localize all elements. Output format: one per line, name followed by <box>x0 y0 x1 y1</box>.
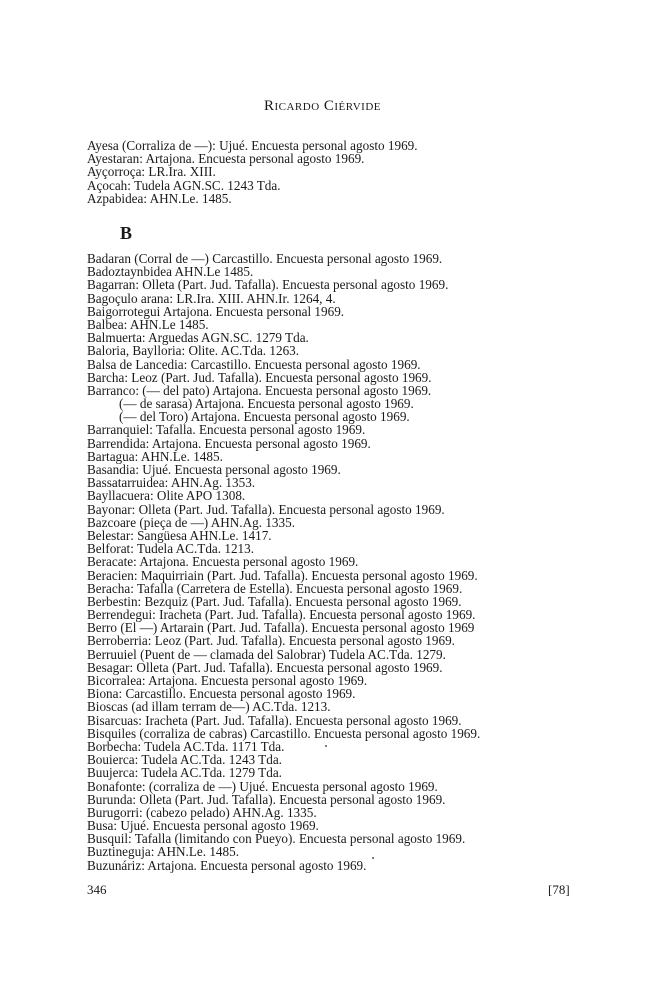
entry-line: Borbecha: Tudela AC.Tda. 1171 Tda. <box>87 738 285 754</box>
entry-line: Badoztaynbidea AHN.Le 1485. <box>87 264 254 280</box>
entry-subline: (— del Toro) Artajona. Encuesta personal agosto 1969. <box>119 409 410 425</box>
entry-line: Buujerca: Tudela AC.Tda. 1279 Tda. <box>87 765 282 781</box>
entry-line: Bartagua: AHN.Le. 1485. <box>87 448 223 464</box>
entry-line: Beracien: Maquirriain (Part. Jud. Tafalla). Encuesta personal agosto 1969. <box>87 567 478 583</box>
entry-line: Bagarran: Olleta (Part. Jud. Tafalla). Encuesta personal agosto 1969. <box>87 277 449 293</box>
entry-line: Beracate: Artajona. Encuesta personal agosto 1969. <box>87 554 359 570</box>
entry-line: Busa: Ujué. Encuesta personal agosto 1969. <box>87 818 319 834</box>
entry-line: Basandia: Ujué. Encuesta personal agosto 1969. <box>87 462 341 477</box>
entry-line: Bisquiles (corraliza de cabras) Carcastillo. Encuesta personal agosto 1969. <box>87 725 481 741</box>
entry-line: Berro (El —) Artarain (Part. Jud. Tafalla). Encuesta personal agosto 1969 <box>87 620 475 636</box>
entry-line: Bazcoare (pieça de —) AHN.Ag. 1335. <box>87 514 295 530</box>
entry-line: Bioscas (ad illam terram de—) AC.Tda. 1213. <box>87 699 331 715</box>
entry-line: Barranco: (— del pato) Artajona. Encuesta personal agosto 1969. <box>87 382 432 398</box>
entry-line: Balmuerta: Arguedas AGN.SC. 1279 Tda. <box>87 330 309 346</box>
entry-line: Bassatarruidea: AHN.Ag. 1353. <box>87 475 256 491</box>
entry-line: Balsa de Lancedia: Carcastillo. Encuesta personal agosto 1969. <box>87 356 421 372</box>
entry-list-b <box>87 252 480 872</box>
entry-line: Balbea: AHN.Le 1485. <box>87 316 209 332</box>
entry-line: Barranquiel: Tafalla. Encuesta personal agosto 1969. <box>87 422 366 438</box>
entry-line: Buzunáriz: Artajona. Encuesta personal agosto 1969. <box>87 857 367 873</box>
entry-line: Bisarcuas: Iracheta (Part. Jud. Tafalla). Encuesta personal agosto 1969. <box>87 712 462 728</box>
section-letter: B <box>120 223 133 243</box>
entry-line: Buztineguja: AHN.Le. 1485. <box>87 844 239 860</box>
entry-line: Belestar: Sangüesa AHN.Le. 1417. <box>87 527 272 543</box>
entry-line: Bayonar: Olleta (Part. Jud. Tafalla). Encuesta personal agosto 1969. <box>87 501 445 517</box>
entry-line: Belforat: Tudela AC.Tda. 1213. <box>87 541 255 557</box>
entry-line: Ayesa (Corraliza de —): Ujué. Encuesta personal agosto 1969. <box>87 138 418 153</box>
entry-line: Bagoçulo arana: LR.Ira. XIII. AHN.Ir. 1264, 4. <box>87 290 336 306</box>
entry-line: Burunda: Olleta (Part. Jud. Tafalla). Encuesta personal agosto 1969. <box>87 791 446 807</box>
entry-line: Bicorralea: Artajona. Encuesta personal agosto 1969. <box>87 673 368 688</box>
entry-line: Berbestin: Bezquiz (Part. Jud. Tafalla). Encuesta personal agosto 1969. <box>87 593 462 609</box>
entry-line: Bonafonte: (corraliza de —) Ujué. Encuesta personal agosto 1969. <box>87 778 438 794</box>
running-header: Ricardo Ciérvide <box>263 98 382 114</box>
entry-line: Bouierca: Tudela AC.Tda. 1243 Tda. <box>87 752 282 768</box>
bracket-number: [78] <box>548 882 570 897</box>
entry-line: Barrendida: Artajona. Encuesta personal agosto 1969. <box>87 435 371 451</box>
entry-line: Azpabidea: AHN.Le. 1485. <box>87 190 232 206</box>
entry-line: Bayllacuera: Olite APO 1308. <box>87 488 246 504</box>
entry-line: Berroberria: Leoz (Part. Jud. Tafalla). Encuesta personal agosto 1969. <box>87 633 455 649</box>
entry-line: Biona: Carcastillo. Encuesta personal agosto 1969. <box>87 686 356 702</box>
entry-line: Ayestaran: Artajona. Encuesta personal agosto 1969. <box>87 151 365 167</box>
entry-list-a <box>87 139 418 205</box>
stray-mark <box>325 745 327 747</box>
entry-line: Baloria, Baylloria: Olite. AC.Tda. 1263. <box>87 343 300 359</box>
entry-line: Berruuiel (Puent de — clamada del Salobrar) Tudela AC.Tda. 1279. <box>87 646 446 662</box>
entry-line: Baigorrotegui Artajona. Encuesta personal 1969. <box>87 303 345 319</box>
stray-mark <box>372 857 374 859</box>
entry-line: Badaran (Corral de —) Carcastillo. Encuesta personal agosto 1969. <box>87 251 443 266</box>
entry-line: Açocah: Tudela AGN.SC. 1243 Tda. <box>87 177 281 193</box>
entry-line: Beracha: Tafalla (Carretera de Estella). Encuesta personal agosto 1969. <box>87 580 463 596</box>
entry-line: Besagar: Olleta (Part. Jud. Tafalla). Encuesta personal agosto 1969. <box>87 659 443 675</box>
page-number: 346 <box>87 882 107 897</box>
entry-line: Barcha: Leoz (Part. Jud. Tafalla). Encuesta personal agosto 1969. <box>87 369 432 385</box>
entry-line: Ayçorroça: LR.Ira. XIII. <box>87 164 216 180</box>
entry-line: Busquil: Tafalla (limitando con Pueyo). Encuesta personal agosto 1969. <box>87 831 466 847</box>
entry-line: Burugorri: (cabezo pelado) AHN.Ag. 1335. <box>87 804 317 820</box>
entry-subline: (— de sarasa) Artajona. Encuesta personal agosto 1969. <box>119 396 414 412</box>
entry-line: Berrendegui: Iracheta (Part. Jud. Tafalla). Encuesta personal agosto 1969. <box>87 607 476 623</box>
